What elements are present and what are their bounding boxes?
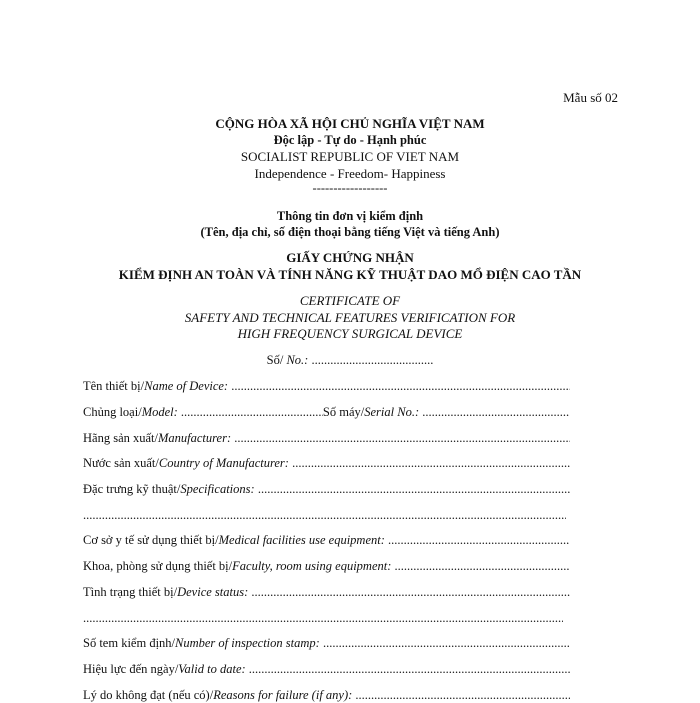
model-label-en: Model:: [141, 405, 178, 419]
country-label: Nước sản xuất/: [83, 456, 159, 470]
facility-field[interactable]: [388, 533, 570, 548]
failure-reason-label: Lý do không đạt (nếu có)/: [83, 688, 214, 702]
stamp-label: Số tem kiểm định/: [83, 636, 176, 650]
org-info-title: Thông tin đơn vị kiểm định: [276, 209, 424, 223]
country-name-vi: CỘNG HÒA XÃ HỘI CHỦ NGHĨA VIỆT NAM: [215, 116, 485, 131]
model-field[interactable]: [181, 405, 323, 420]
motto-vi: Độc lập - Tự do - Hạnh phúc: [273, 133, 427, 147]
faculty-row: [83, 559, 570, 574]
device-name-field[interactable]: [231, 379, 570, 394]
failure-reason-field[interactable]: [355, 688, 570, 703]
manufacturer-row: [83, 431, 570, 446]
specs-field[interactable]: [258, 482, 570, 497]
specs-field-continued[interactable]: [83, 508, 566, 523]
country-name-en: SOCIALIST REPUBLIC OF VIET NAM: [240, 149, 460, 164]
org-info-subtitle: (Tên, địa chỉ, số điện thoại bằng tiếng Việt và tiếng Anh): [200, 225, 500, 239]
valid-date-field[interactable]: [249, 662, 570, 677]
facility-row: [83, 533, 570, 548]
status-field[interactable]: [251, 585, 570, 600]
manufacturer-label: Hãng sản xuất/: [83, 431, 158, 445]
faculty-field[interactable]: [395, 559, 570, 574]
failure-reason-label-en: Reasons for failure (if any):: [213, 688, 353, 702]
certificate-title-en-1: CERTIFICATE OF: [299, 293, 401, 308]
form-number: Mẫu số 02: [563, 90, 618, 105]
stamp-label-en: Number of inspection stamp:: [175, 636, 320, 650]
faculty-label-en: Faculty, room using equipment:: [232, 559, 392, 573]
header-divider: ------------------: [312, 181, 388, 195]
serial-label-en: Serial No.:: [364, 405, 420, 419]
serial-field[interactable]: [422, 405, 570, 420]
valid-date-label-en: Valid to date:: [178, 662, 246, 676]
country-field[interactable]: [292, 456, 570, 471]
device-name-label: Tên thiết bị/: [83, 379, 145, 393]
certificate-title-vi-1: GIẤY CHỨNG NHẬN: [286, 250, 414, 265]
facility-label-en: Medical facilities use equipment:: [218, 533, 385, 547]
specs-label: Đặc trưng kỹ thuật/: [83, 482, 181, 496]
status-row: [83, 585, 570, 600]
failure-reason-row: [83, 688, 570, 703]
motto-en: Independence - Freedom- Happiness: [254, 166, 446, 181]
certificate-number-label: Số/: [266, 353, 287, 367]
status-label-en: Device status:: [177, 585, 249, 599]
valid-date-row: [83, 662, 570, 677]
serial-label: Số máy/: [322, 405, 365, 419]
status-label: Tình trạng thiết bị/: [83, 585, 178, 599]
certificate-number-label-en: No.:: [286, 353, 309, 367]
certificate-title-en-3: HIGH FREQUENCY SURGICAL DEVICE: [237, 326, 463, 341]
certificate-title-en-2: SAFETY AND TECHNICAL FEATURES VERIFICATION FOR: [184, 310, 516, 325]
device-name-label-en: Name of Device:: [144, 379, 229, 393]
model-label: Chủng loại/: [83, 405, 142, 419]
certificate-number-dots: .......................................: [308, 353, 434, 367]
device-name-row: [83, 379, 570, 394]
faculty-label: Khoa, phòng sử dụng thiết bị/: [83, 559, 233, 573]
certificate-number: [0, 353, 700, 368]
stamp-field[interactable]: [323, 636, 570, 651]
model-serial-row: [83, 405, 570, 420]
manufacturer-label-en: Manufacturer:: [157, 431, 232, 445]
manufacturer-field[interactable]: [234, 431, 570, 446]
certificate-title-vi-2: KIỂM ĐỊNH AN TOÀN VÀ TÍNH NĂNG KỸ THUẬT DAO MỔ ĐIỆN CAO TẦN: [118, 267, 582, 282]
status-field-continued[interactable]: [83, 611, 563, 626]
facility-label: Cơ sở y tế sử dụng thiết bị/: [83, 533, 219, 547]
valid-date-label: Hiệu lực đến ngày/: [83, 662, 179, 676]
country-row: [83, 456, 570, 471]
specs-row: [83, 482, 570, 497]
specs-label-en: Specifications:: [180, 482, 255, 496]
stamp-row: [83, 636, 570, 651]
country-label-en: Country of Manufacturer:: [158, 456, 289, 470]
